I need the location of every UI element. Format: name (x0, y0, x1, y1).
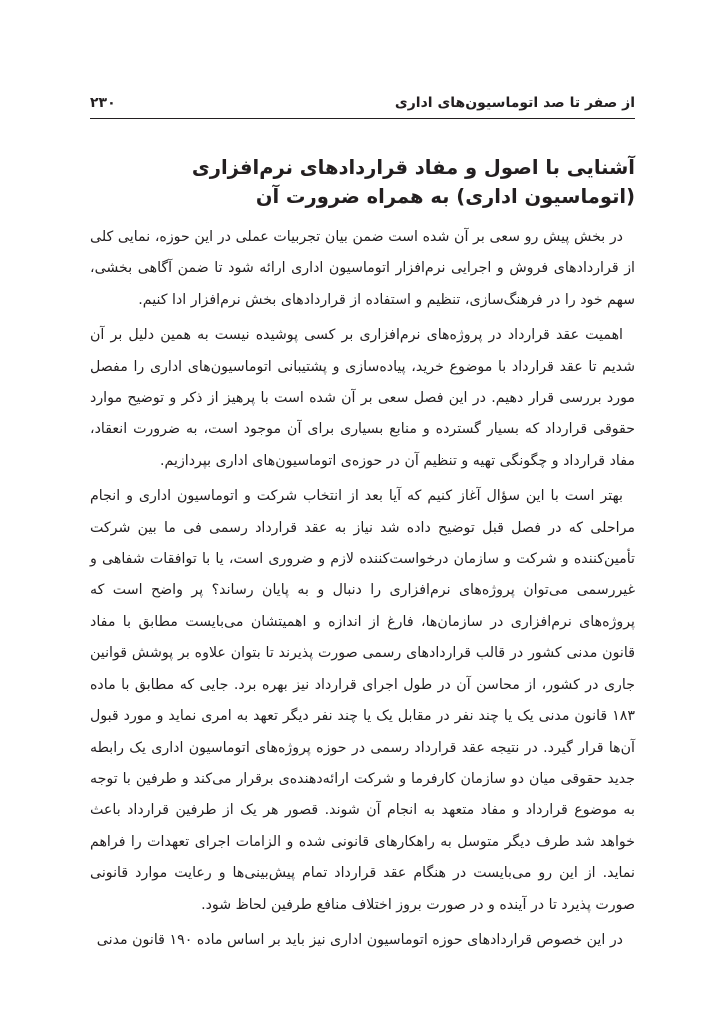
paragraph: در این خصوص قراردادهای حوزه اتوماسیون اداری نیز باید بر اساس ماده ۱۹۰ قانون مدنی (96, 931, 623, 948)
body-text (90, 222, 635, 960)
book-title: از صفر تا صد اتوماسیون‌های اداری (394, 95, 635, 111)
paragraph: بهتر است با این سؤال آغاز کنیم که آیا بعد از انتخاب شرکت و اتوماسیون اداری و انجام مراحلی که در فصل قبل توضیح داده شد نیاز به عقد قرارداد رسمی فی ما بین شرکت تأمین‌کننده و شرکت و سازمان درخواست‌کننده لازم و ضروری است، یا با توافقات شفاهی و غیررسمی می‌توان پروژه‌های نرم‌افزاری را دنبال و به پایان رساند؟ پر واضح است که پروژه‌های نرم‌افزاری در سازمان‌ها، فارغ از اندازه و اهمیتشان می‌بایست مطابق با مفاد قانون مدنی کشور در قالب قراردادهای رسمی صورت پذیرند تا بتوان علاوه بر پوشش قوانین جاری در کشور، از محاسن آن در طول اجرای قرارداد نیز بهره برد. جایی که مطابق با ماده ۱۸۳ قانون مدنی یک یا چند نفر در مقابل یک یا چند نفر دیگر تعهد به امری نماید و مورد قبول آن‌ها قرار گیرد. در نتیجه عقد قرارداد رسمی در حوزه پروژه‌های اتوماسیون اداری یک رابطه جدید حقوقی میان دو سازمان کارفرما و شرکت ارائه‌دهنده‌ی برقرار می‌کند و طرفین با توجه به موضوع قرارداد و مفاد متعهد به انجام آن شوند. قصور هر یک از طرفین قرارداد باعث خواهد شد طرف دیگر متوسل به راهکارهای قانونی شده و الزامات اجرای تعهدات را فراهم نماید. از این رو می‌بایست در هنگام عقد قرارداد تمام پیش‌بینی‌ها و رعایت موارد قانونی صورت پذیرد تا در آینده و در صورت بروز اختلاف منافع طرفین لحاظ شود. (90, 488, 635, 913)
running-header (90, 92, 635, 119)
paragraph: اهمیت عقد قرارداد در پروژه‌های نرم‌افزاری بر کسی پوشیده نیست به همین دلیل بر آن شدیم تا عقد قرارداد با موضوع خرید، پیاده‌سازی و پشتیبانی اتوماسیون‌های اداری را مفصل مورد بررسی قرار دهیم. در این فصل سعی بر آن شده است با پرهیز از ذکر و توضیح موارد حقوقی قرارداد که بسیار گسترده و منابع بسیاری برای آن موجود است، به ضرورت انعقاد، مفاد قرارداد و چگونگی تهیه و تنظیم آن در حوزه‌ی اتوماسیون‌های اداری بپردازیم. (90, 327, 635, 469)
paragraph: در بخش پیش رو سعی بر آن شده است ضمن بیان تجربیات عملی در این حوزه، نمایی کلی از قراردادهای فروش و اجرایی نرم‌افزار اتوماسیون اداری ارائه شود تا ضمن آگاهی بخشی، سهم خود را در فرهنگ‌سازی، تنظیم و استفاده از قراردادهای بخش نرم‌افزار ادا کنیم. (90, 229, 635, 308)
chapter-title: آشنایی با اصول و مفاد قراردادهای نرم‌افزاری (اتوماسیون اداری) به همراه ضرورت آن (191, 156, 635, 208)
page-number: ۲۳۰ (90, 95, 116, 111)
